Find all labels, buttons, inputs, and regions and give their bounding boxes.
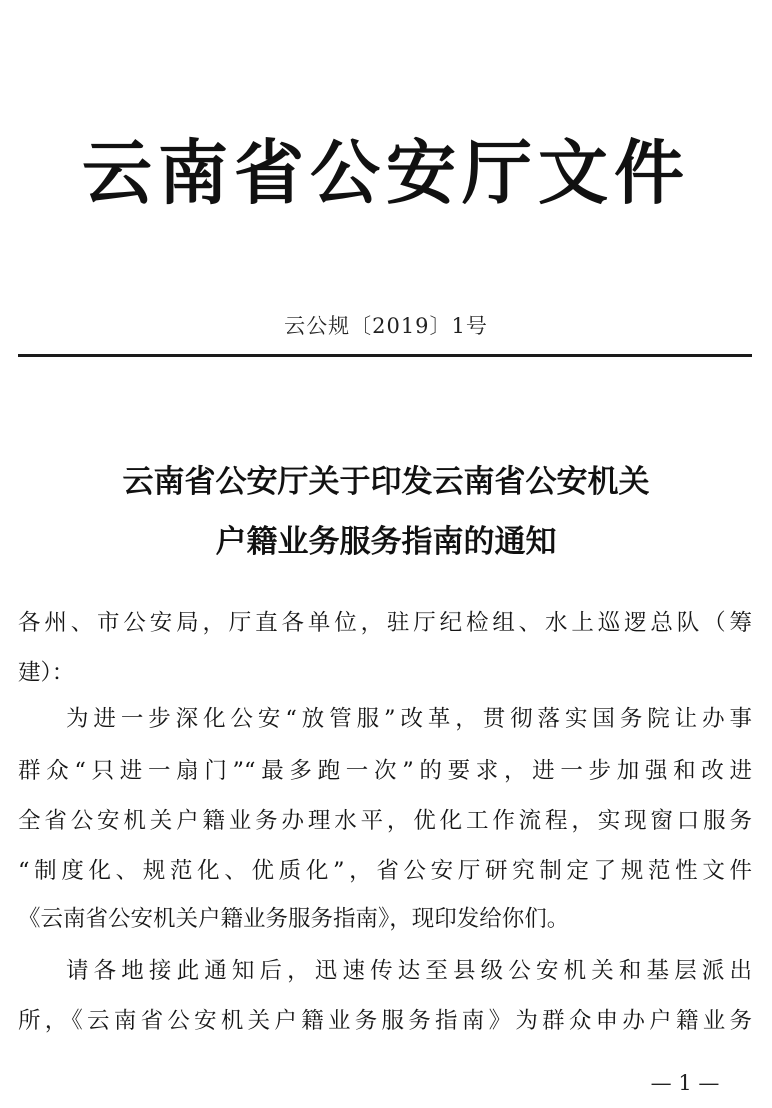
paragraph-1-line-2: 群众“只进一扇门”“最多跑一次”的要求，进一步加强和改进 (18, 758, 752, 784)
paragraph-1-line-1: 为进一步深化公安“放管服”改革，贯彻落实国务院让办事 (66, 706, 752, 732)
paragraph-1-line-5: 《云南省公安机关户籍业务服务指南》，现印发给你们。 (18, 906, 570, 932)
paragraph-1-line-4: “制度化、规范化、优质化”，省公安厅研究制定了规范性文件 (18, 858, 752, 884)
addressee-line-2: 建）： (18, 660, 75, 686)
page-number: — 1 — (650, 1071, 720, 1095)
document-number: 云公规〔2019〕1号 (284, 314, 488, 338)
header-divider (18, 354, 752, 357)
notice-title-line-2: 户籍业务服务指南的通知 (215, 524, 557, 560)
addressee-line-1: 各州、市公安局，厅直各单位，驻厅纪检组、水上巡逻总队（筹 (18, 610, 752, 636)
paragraph-2-line-1: 请各地接此通知后，迅速传达至县级公安机关和基层派出 (66, 958, 752, 984)
paragraph-1-line-3: 全省公安机关户籍业务办理水平，优化工作流程，实现窗口服务 (18, 808, 752, 834)
paragraph-2-line-2: 所，《云南省公安机关户籍业务服务指南》为群众申办户籍业务 (18, 1008, 752, 1034)
notice-title-line-1: 云南省公安厅关于印发云南省公安机关 (122, 464, 650, 500)
issuer-title: 云南省公安厅文件 (82, 131, 690, 214)
